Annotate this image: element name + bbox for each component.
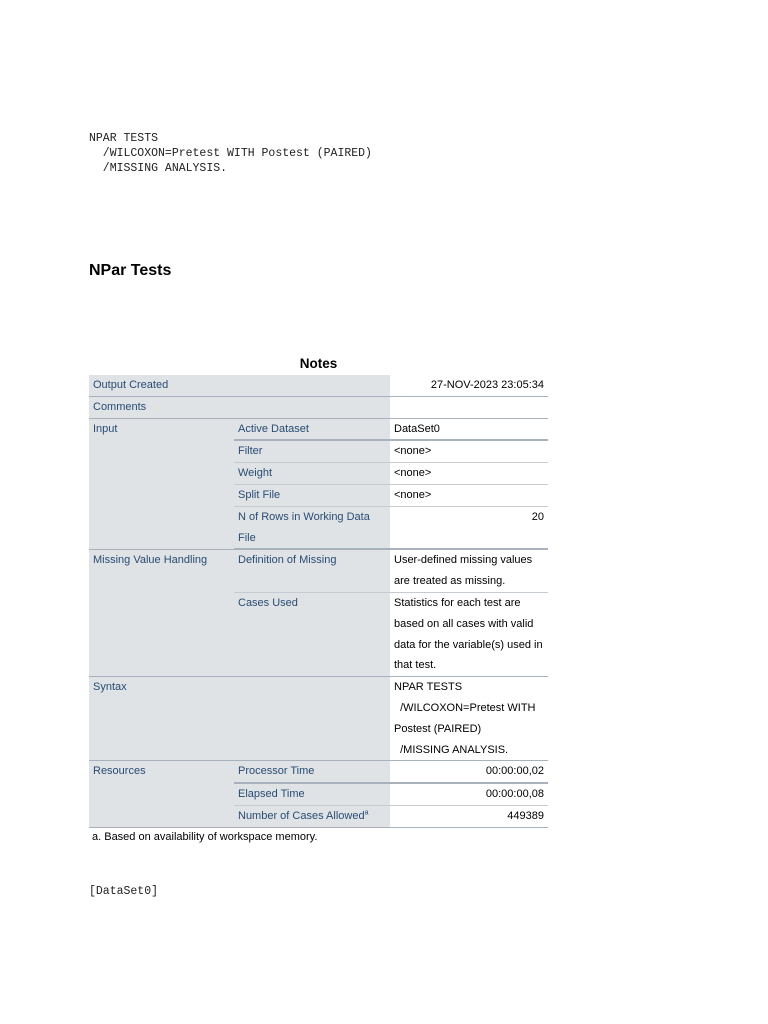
filter-value: <none> xyxy=(390,440,548,462)
syntax-value-line-3: Postest (PAIRED) xyxy=(394,722,482,735)
processor-time-value: 00:00:00,02 xyxy=(390,761,548,783)
syntax-value xyxy=(390,677,548,761)
weight-value: <none> xyxy=(390,463,548,485)
filter-label: Filter xyxy=(234,440,390,462)
comments-label: Comments xyxy=(89,396,390,418)
output-created-value: 27-NOV-2023 23:05:34 xyxy=(390,375,548,396)
definition-missing-value: User-defined missing values are treated as missing. xyxy=(390,549,548,592)
cases-used-value: Statistics for each test are based on all cases with valid data for the variable(s) used in that test. xyxy=(390,592,548,676)
split-file-value: <none> xyxy=(390,484,548,506)
definition-missing-label: Definition of Missing xyxy=(234,549,390,592)
syntax-value-line-4: /MISSING ANALYSIS. xyxy=(394,743,509,756)
syntax-value-line-2: /WILCOXON=Pretest WITH xyxy=(394,701,536,714)
split-file-label: Split File xyxy=(234,484,390,506)
output-created-label: Output Created xyxy=(89,375,390,396)
table-row xyxy=(89,396,548,418)
comments-value xyxy=(390,396,548,418)
notes-table xyxy=(89,375,548,828)
elapsed-time-value: 00:00:00,08 xyxy=(390,783,548,805)
n-rows-value: 20 xyxy=(390,506,548,549)
cases-used-label: Cases Used xyxy=(234,592,390,676)
cases-allowed-label-text: Number of Cases Allowed xyxy=(238,809,365,822)
footnote-mark: a xyxy=(364,809,369,817)
syntax-block xyxy=(89,131,372,176)
cases-allowed-label xyxy=(234,805,390,827)
dataset-tag: [DataSet0] xyxy=(89,885,159,898)
resources-label: Resources xyxy=(89,761,234,827)
input-label: Input xyxy=(89,418,234,549)
processor-time-label: Processor Time xyxy=(234,761,390,783)
table-row xyxy=(89,549,548,592)
syntax-line-3: /MISSING ANALYSIS. xyxy=(89,162,228,175)
syntax-value-line-1: NPAR TESTS xyxy=(394,681,463,694)
table-row xyxy=(89,677,548,761)
cases-allowed-value: 449389 xyxy=(390,805,548,827)
active-dataset-label: Active Dataset xyxy=(234,418,390,440)
syntax-label: Syntax xyxy=(89,677,390,761)
table-row xyxy=(89,418,548,440)
table-footnote: a. Based on availability of workspace memory. xyxy=(92,831,318,843)
n-rows-label: N of Rows in Working Data File xyxy=(234,506,390,549)
syntax-line-1: NPAR TESTS xyxy=(89,132,159,145)
missing-label: Missing Value Handling xyxy=(89,549,234,676)
table-row xyxy=(89,761,548,783)
active-dataset-value: DataSet0 xyxy=(390,418,548,440)
section-heading: NPar Tests xyxy=(89,262,172,279)
notes-table-title: Notes xyxy=(299,356,338,371)
elapsed-time-label: Elapsed Time xyxy=(234,783,390,805)
table-row xyxy=(89,375,548,396)
syntax-line-2: /WILCOXON=Pretest WITH Postest (PAIRED) xyxy=(89,147,372,160)
weight-label: Weight xyxy=(234,463,390,485)
